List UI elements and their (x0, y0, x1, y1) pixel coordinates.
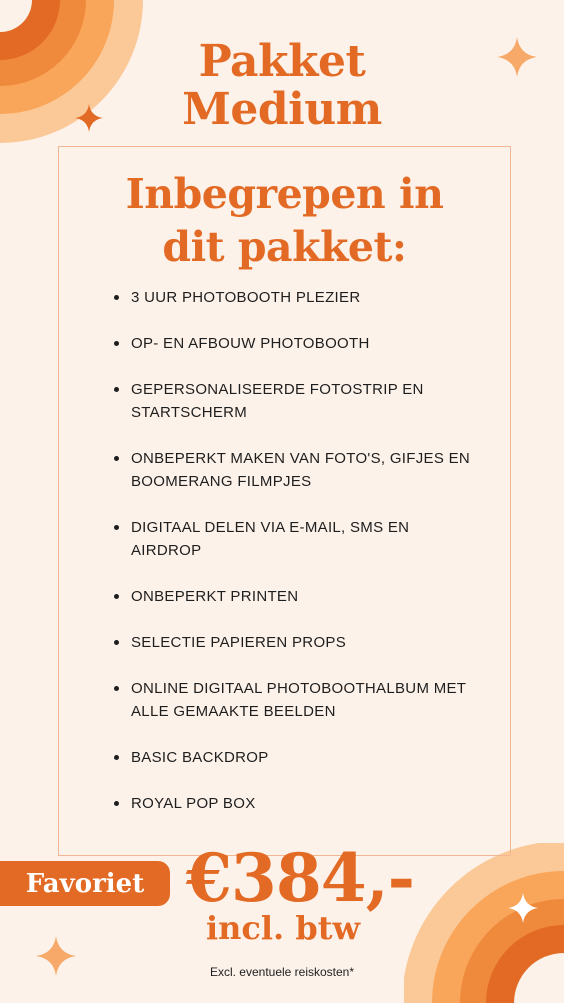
package-title-line2: Medium (182, 84, 382, 135)
list-item: ONBEPERKT PRINTEN (112, 585, 482, 608)
included-heading (58, 168, 511, 274)
sparkle-icon (508, 893, 538, 923)
list-item: OP- EN AFBOUW PHOTOBOOTH (112, 332, 482, 355)
rainbow-arc-bottom-right (404, 843, 564, 1003)
list-item: ROYAL POP BOX (112, 792, 482, 815)
favorite-badge: Favoriet (0, 861, 170, 906)
included-heading-line1: Inbegrepen in (125, 170, 444, 218)
list-item: ONLINE DIGITAAL PHOTOBOOTHALBUM MET ALLE GEMAAKTE BEELDEN (112, 677, 482, 723)
list-item: DIGITAAL DELEN VIA E-MAIL, SMS EN AIRDROP (112, 516, 482, 562)
package-title (0, 38, 564, 134)
travel-cost-footnote: Excl. eventuele reiskosten* (209, 965, 355, 979)
vat-note: incl. btw (205, 909, 361, 947)
list-item: 3 UUR PHOTOBOOTH PLEZIER (112, 286, 482, 309)
list-item: GEPERSONALISEERDE FOTOSTRIP EN STARTSCHERM (112, 378, 482, 424)
list-item: SELECTIE PAPIEREN PROPS (112, 631, 482, 654)
package-title-line1: Pakket (198, 36, 366, 87)
list-item: ONBEPERKT MAKEN VAN FOTO'S, GIFJES EN BOOMERANG FILMPJES (112, 447, 482, 493)
price: €384,- (186, 839, 415, 917)
included-heading-line2: dit pakket: (162, 223, 407, 271)
list-item: BASIC BACKDROP (112, 746, 482, 769)
included-list (112, 286, 482, 838)
